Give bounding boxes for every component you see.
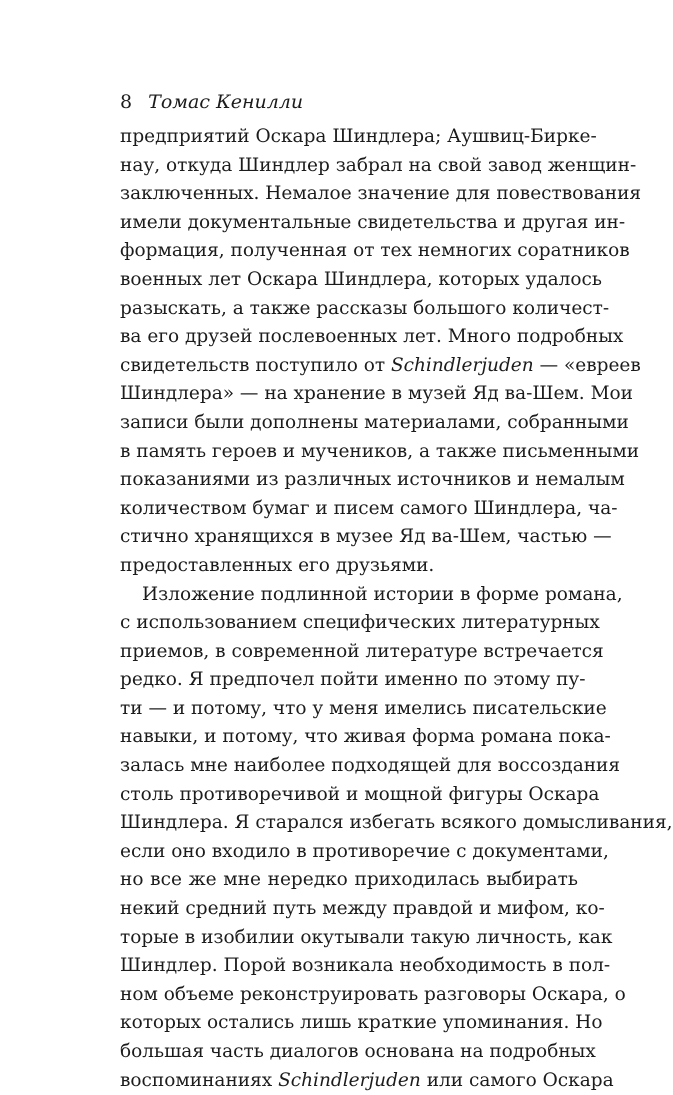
text-line — [120, 409, 578, 438]
text-run: военных лет Оскара Шиндлера, которых удалось — [120, 269, 602, 290]
text-run: воспоминаниях — [120, 1070, 278, 1091]
text-line — [120, 638, 578, 667]
text-line — [120, 981, 578, 1010]
italic-term: Schindlerjuden — [278, 1070, 421, 1091]
text-run: предоставленных его друзьями. — [120, 555, 434, 576]
text-line — [120, 380, 578, 409]
text-run: Шиндлера» — на хранение в музей Яд ва-Шем. Мои — [120, 383, 633, 404]
text-line — [120, 895, 578, 924]
text-run: торые в изобилии окутывали такую личность, как — [120, 927, 612, 948]
text-run: столь противоречивой и мощной фигуры Оскара — [120, 784, 599, 805]
text-run: формация, полученная от тех немногих соратников — [120, 240, 630, 261]
text-run: Шиндлера. Я старался избегать всякого домысливания, — [120, 812, 673, 833]
text-run: разыскать, а также рассказы большого количест- — [120, 298, 609, 319]
text-line — [120, 1038, 578, 1067]
paragraph — [120, 123, 578, 581]
running-head — [120, 90, 303, 114]
text-run: предприятий Оскара Шиндлера; Аушвиц-Биркe- — [120, 126, 597, 147]
text-line — [120, 266, 578, 295]
text-line — [120, 1009, 578, 1038]
text-run: имели документальные свидетельства и другая ин- — [120, 212, 625, 233]
text-line — [120, 695, 578, 724]
text-run: записи были дополнены материалами, собранными — [120, 412, 629, 433]
text-line — [120, 180, 578, 209]
text-line — [120, 609, 578, 638]
text-line — [120, 666, 578, 695]
text-line — [120, 438, 578, 467]
text-run: с использованием специфических литературных — [120, 612, 600, 633]
text-run: стично хранящихся в музее Яд ва-Шем, частью — — [120, 526, 612, 547]
text-run: Шиндлер. Порой возникала необходимость в пол- — [120, 955, 610, 976]
text-line — [120, 809, 578, 838]
text-run: навыки, и потому, что живая форма романа пока- — [120, 726, 611, 747]
paragraph — [120, 581, 578, 1095]
text-line — [120, 523, 578, 552]
text-line — [120, 723, 578, 752]
text-run: залась мне наиболее подходящей для воссоздания — [120, 755, 620, 776]
text-run: Изложение подлинной истории в форме романа, — [142, 584, 623, 605]
text-run: — «евреев — [534, 355, 641, 376]
page-number: 8 — [120, 91, 132, 113]
text-line — [120, 152, 578, 181]
text-line — [120, 495, 578, 524]
text-run: ном объеме реконструировать разговоры Оскара, о — [120, 984, 626, 1005]
text-line — [120, 581, 578, 610]
text-line — [120, 924, 578, 953]
text-run: которых остались лишь краткие упоминания. Но — [120, 1012, 603, 1033]
body-text — [120, 123, 578, 1095]
text-line — [120, 466, 578, 495]
text-line — [120, 952, 578, 981]
text-run: нау, откуда Шиндлер забрал на свой завод женщин- — [120, 155, 636, 176]
text-line — [120, 781, 578, 810]
italic-term: Schindlerjuden — [391, 355, 534, 376]
text-line — [120, 838, 578, 867]
text-run: количеством бумаг и писем самого Шиндлера, ча- — [120, 498, 618, 519]
text-line — [120, 323, 578, 352]
running-head-author: Томас Кенилли — [148, 91, 303, 113]
text-run: приемов, в современной литературе встречается — [120, 641, 604, 662]
text-run: если оно входило в противоречие с документами, — [120, 841, 609, 862]
text-run: редко. Я предпочел пойти именно по этому пу- — [120, 669, 586, 690]
text-run: ти — и потому, что у меня имелись писательские — [120, 698, 607, 719]
text-line — [120, 123, 578, 152]
text-run: ва его друзей послевоенных лет. Много подробных — [120, 326, 623, 347]
text-line — [120, 209, 578, 238]
text-line — [120, 237, 578, 266]
text-line — [120, 1067, 578, 1095]
text-line — [120, 866, 578, 895]
text-run: в память героев и мучеников, а также письменными — [120, 441, 639, 462]
text-line — [120, 752, 578, 781]
text-run: но все же мне нередко приходилась выбирать — [120, 869, 578, 890]
text-line — [120, 295, 578, 324]
text-run: показаниями из различных источников и немалым — [120, 469, 625, 490]
text-run: или самого Оскара — [421, 1070, 614, 1091]
text-run: свидетельств поступило от — [120, 355, 391, 376]
text-line — [120, 352, 578, 381]
text-run: заключенных. Немалое значение для повествования — [120, 183, 641, 204]
text-run: большая часть диалогов основана на подробных — [120, 1041, 596, 1062]
text-line — [120, 552, 578, 581]
text-run: некий средний путь между правдой и мифом, ко- — [120, 898, 605, 919]
